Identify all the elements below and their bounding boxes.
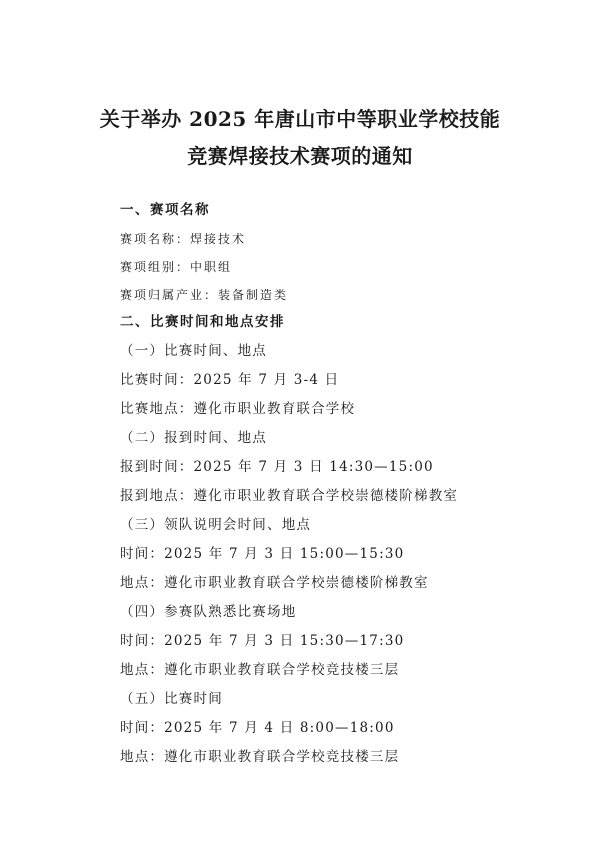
subsection-heading: （三）领队说明会时间、地点 (120, 517, 312, 533)
subsection-heading: （一）比赛时间、地点 (120, 343, 267, 359)
document-title-line-2: 竞赛焊接技术赛项的通知 (187, 144, 413, 168)
document-title-line-1: 关于举办 2025 年唐山市中等职业学校技能 (99, 107, 501, 131)
body-line: 比赛地点：遵化市职业教育联合学校 (120, 401, 356, 417)
body-line: 地点：遵化市职业教育联合学校崇德楼阶梯教室 (120, 575, 429, 591)
body-line: 时间：2025 年 7 月 4 日 8:00—18:00 (120, 720, 395, 736)
body-line: 时间：2025 年 7 月 3 日 15:00—15:30 (120, 546, 405, 562)
event-group-item: 赛项组别：中职组 (120, 260, 233, 274)
body-line: 报到地点：遵化市职业教育联合学校崇德楼阶梯教室 (120, 488, 459, 504)
subsection-heading: （二）报到时间、地点 (120, 430, 267, 446)
body-line: 比赛时间：2025 年 7 月 3-4 日 (120, 372, 340, 388)
event-name-item: 赛项名称：焊接技术 (120, 232, 247, 246)
event-industry-item: 赛项归属产业：装备制造类 (120, 288, 289, 302)
section-heading-event-name: 一、赛项名称 (120, 202, 210, 218)
subsection-heading: （五）比赛时间 (120, 691, 223, 707)
body-line: 时间：2025 年 7 月 3 日 15:30—17:30 (120, 633, 405, 649)
body-line: 报到时间：2025 年 7 月 3 日 14:30—15:00 (120, 459, 434, 475)
body-line: 地点：遵化市职业教育联合学校竞技楼三层 (120, 662, 400, 678)
body-line: 地点：遵化市职业教育联合学校竞技楼三层 (120, 749, 400, 765)
subsection-heading: （四）参赛队熟悉比赛场地 (120, 604, 297, 620)
section-heading-schedule: 二、比赛时间和地点安排 (120, 314, 285, 330)
